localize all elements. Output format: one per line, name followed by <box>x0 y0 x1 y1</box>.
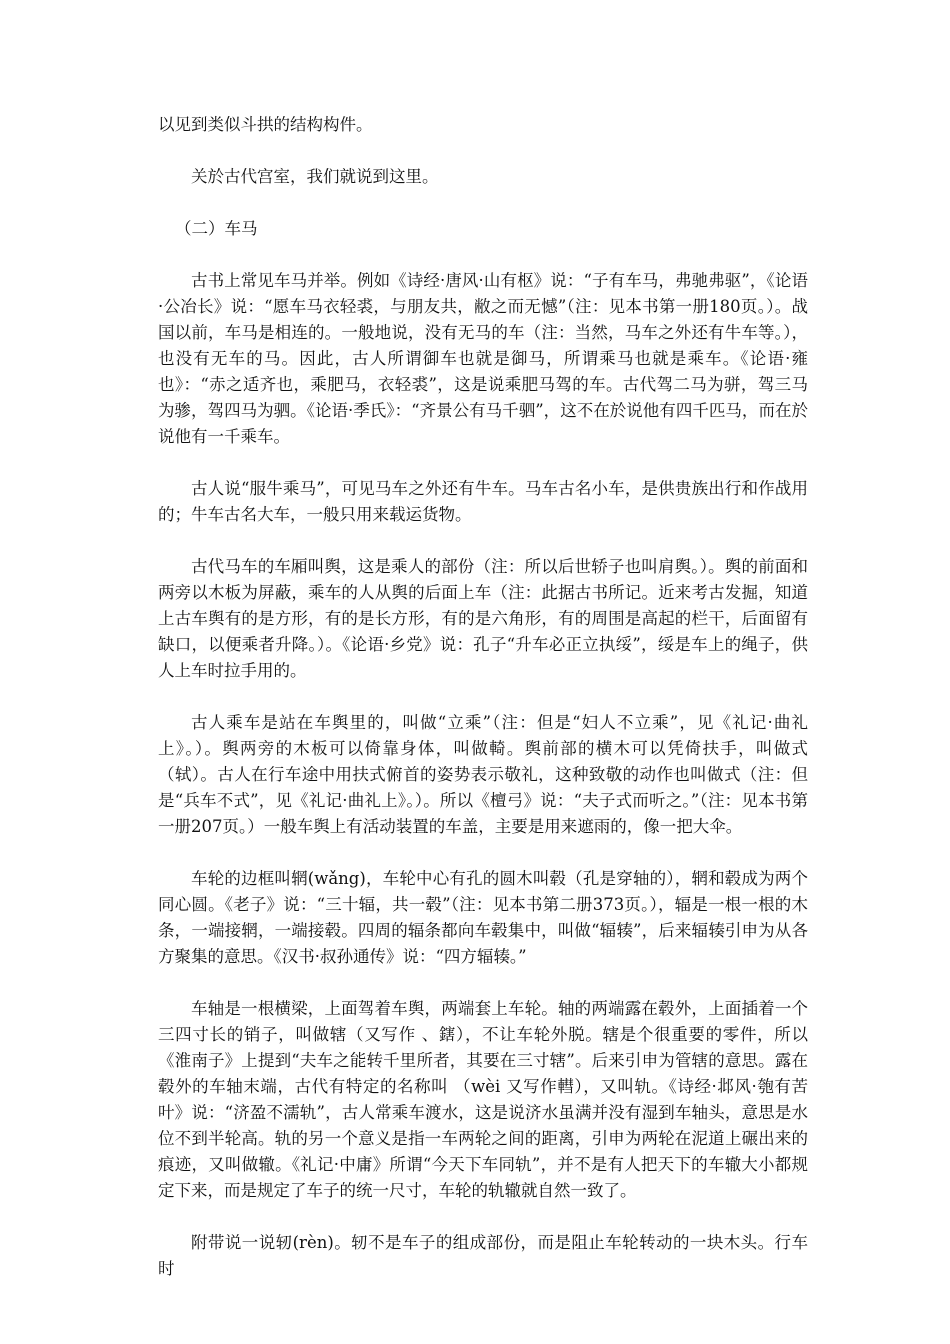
paragraph-wheel-rim: 车轮的边框叫辋(wǎng)，车轮中心有孔的圆木叫毂（孔是穿轴的），辋和毂成为两个同心圆。《老子》说：“三十辐，共一毂”（注：见本书第二册373页。），辐是一根一根的木条，一端接辋，一端接毂。四周的辐条都向车毂集中，叫做“辐辏”，后来辐辏引申为从各方聚集的意思。《汉书·叔孙通传》说：“四方辐辏。” <box>158 869 808 966</box>
paragraph-carriage-box: 古代马车的车厢叫舆，这是乘人的部份（注：所以后世轿子也叫肩舆。）。舆的前面和两旁以木板为屏蔽，乘车的人从舆的后面上车（注：此据古书所记。近来考古发掘，知道上古车舆有的是方形，有的是长方形，有的是六角形，有的周围是高起的栏干，后面留有缺口，以便乘者升降。）。《论语·乡党》说：孔子“升车必正立执绥”，绥是车上的绳子，供人上车时拉手用的。 <box>158 557 808 680</box>
paragraph-bracket-ending: 以见到类似斗拱的结构构件。 <box>158 115 373 134</box>
paragraph-axle: 车轴是一根横梁，上面驾着车舆，两端套上车轮。轴的两端露在毂外，上面插着一个三四寸长的销子，叫做辖（又写作 、鎋），不让车轮外脱。辖是个很重要的零件，所以《淮南子》上提到“夫车之能转千里所者，其要在三寸辖”。后来引申为管辖的意思。露在毂外的车轴末端，古代有特定的名称叫 （wèi 又写作轊），又叫轨。《诗经·邶风·匏有苦叶》说：“济盈不濡轨”，古人常乘车渡水，这是说济水虽满并没有湿到车轴头，意思是水位不到半轮高。轨的另一个意义是指一车两轮之间的距离，引申为两轮在泥道上碾出来的痕迹，又叫做辙。《礼记·中庸》所谓“今天下车同轨”，并不是有人把天下的车辙大小都规定下来，而是规定了车子的统一尺寸，车轮的轨辙就自然一致了。 <box>158 999 808 1200</box>
section-heading-chariots: （二）车马 <box>175 219 258 238</box>
paragraph-wheel-brake: 附带说一说轫(rèn)。轫不是车子的组成部份，而是阻止车轮转动的一块木头。行车时 <box>158 1233 808 1278</box>
paragraph-standing-ride: 古人乘车是站在车舆里的，叫做“立乘”（注：但是“妇人不立乘”，见《礼记·曲礼上》。）。舆两旁的木板可以倚靠身体，叫做輢。舆前部的横木可以凭倚扶手，叫做式（轼）。古人在行车途中用扶式俯首的姿势表示敬礼，这种致敬的动作也叫做式（注：但是“兵车不式”，见《礼记·曲礼上》。）。所以《檀弓》说：“夫子式而听之。”（注：见本书第一册207页。）一般车舆上有活动装置的车盖，主要是用来遮雨的，像一把大伞。 <box>158 713 808 836</box>
paragraph-chariots-horses: 古书上常见车马并举。例如《诗经·唐风·山有枢》说：“子有车马，弗驰弗驱”，《论语·公冶长》说：“愿车马衣轻裘，与朋友共，敝之而无憾”（注：见本书第一册180页。）。战国以前，车马是相连的。一般地说，没有无马的车（注：当然，马车之外还有牛车等。），也没有无车的马。因此，古人所谓御车也就是御马，所谓乘马也就是乘车。《论语·雍也》：“赤之适齐也，乘肥马，衣轻裘”，这是说乘肥马驾的车。古代驾二马为骈，驾三马为骖，驾四马为驷。《论语·季氏》：“齐景公有马千驷”，这不在於说他有四千匹马，而在於说他有一千乘车。 <box>158 271 808 446</box>
paragraph-ox-carts: 古人说“服牛乘马”，可见马车之外还有牛车。马车古名小车，是供贵族出行和作战用的；牛车古名大车，一般只用来载运货物。 <box>158 479 808 524</box>
paragraph-palace-conclusion: 关於古代宫室，我们就说到这里。 <box>191 167 439 186</box>
document-page <box>158 112 808 1308</box>
